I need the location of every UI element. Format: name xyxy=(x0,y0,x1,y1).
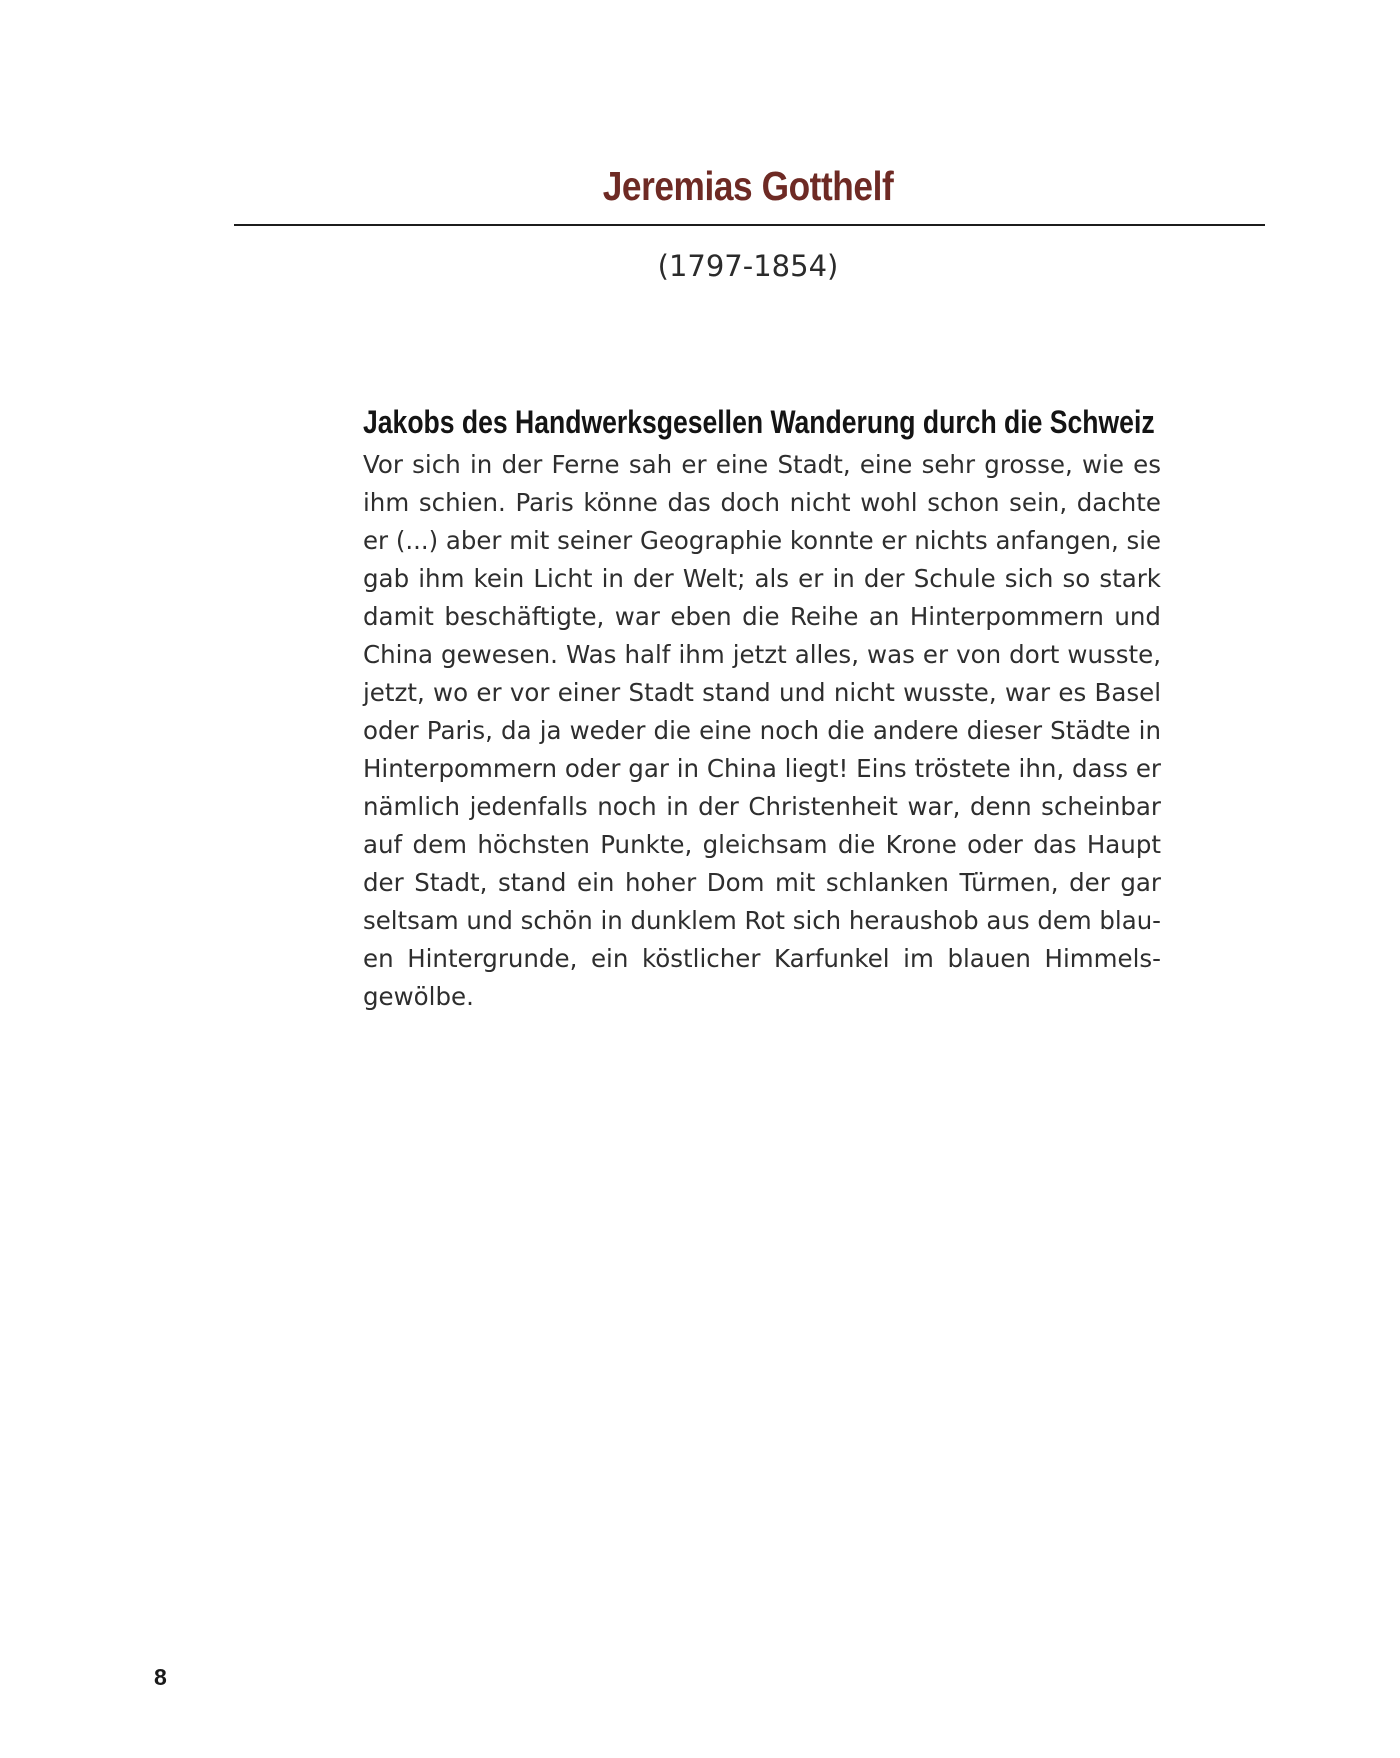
excerpt-line: der Stadt, stand ein hoher Dom mit schlanken Türmen, der gar xyxy=(363,868,1161,897)
excerpt-line: er (...) aber mit seiner Geographie konnte er nichts anfangen, sie xyxy=(363,526,1161,555)
title-divider xyxy=(234,224,1265,226)
excerpt-line: ihm schien. Paris könne das doch nicht wohl schon sein, dachte xyxy=(363,488,1161,517)
excerpt-line: seltsam und schön in dunklem Rot sich heraushob aus dem blau- xyxy=(363,906,1161,935)
page-number: 8 xyxy=(154,1664,167,1690)
excerpt-body xyxy=(363,446,1161,1016)
excerpt-line: damit beschäftigte, war eben die Reihe an Hinterpommern und xyxy=(363,602,1161,631)
excerpt-line: China gewesen. Was half ihm jetzt alles, was er von dort wusste, xyxy=(363,640,1161,669)
excerpt-line: gewölbe. xyxy=(363,982,474,1011)
excerpt-line: auf dem höchsten Punkte, gleichsam die Krone oder das Haupt xyxy=(363,830,1161,859)
excerpt xyxy=(363,398,1161,1016)
excerpt-line: oder Paris, da ja weder die eine noch die andere dieser Städte in xyxy=(363,716,1161,745)
author-name: Jeremias Gotthelf xyxy=(602,163,894,209)
excerpt-line: en Hintergrunde, ein köstlicher Karfunkel im blauen Himmels- xyxy=(363,944,1161,973)
author-dates: (1797-1854) xyxy=(657,249,839,283)
excerpt-line: jetzt, wo er vor einer Stadt stand und nicht wusste, war es Basel xyxy=(363,678,1161,707)
excerpt-line: gab ihm kein Licht in der Welt; als er in der Schule sich so stark xyxy=(363,564,1161,593)
excerpt-line: Vor sich in der Ferne sah er eine Stadt, eine sehr grosse, wie es xyxy=(363,450,1161,479)
excerpt-line: Hinterpommern oder gar in China liegt! Eins tröstete ihn, dass er xyxy=(363,754,1161,783)
excerpt-title: Jakobs des Handwerksgesellen Wanderung durch die Schweiz xyxy=(363,404,1155,440)
excerpt-line: nämlich jedenfalls noch in der Christenheit war, denn scheinbar xyxy=(363,792,1161,821)
